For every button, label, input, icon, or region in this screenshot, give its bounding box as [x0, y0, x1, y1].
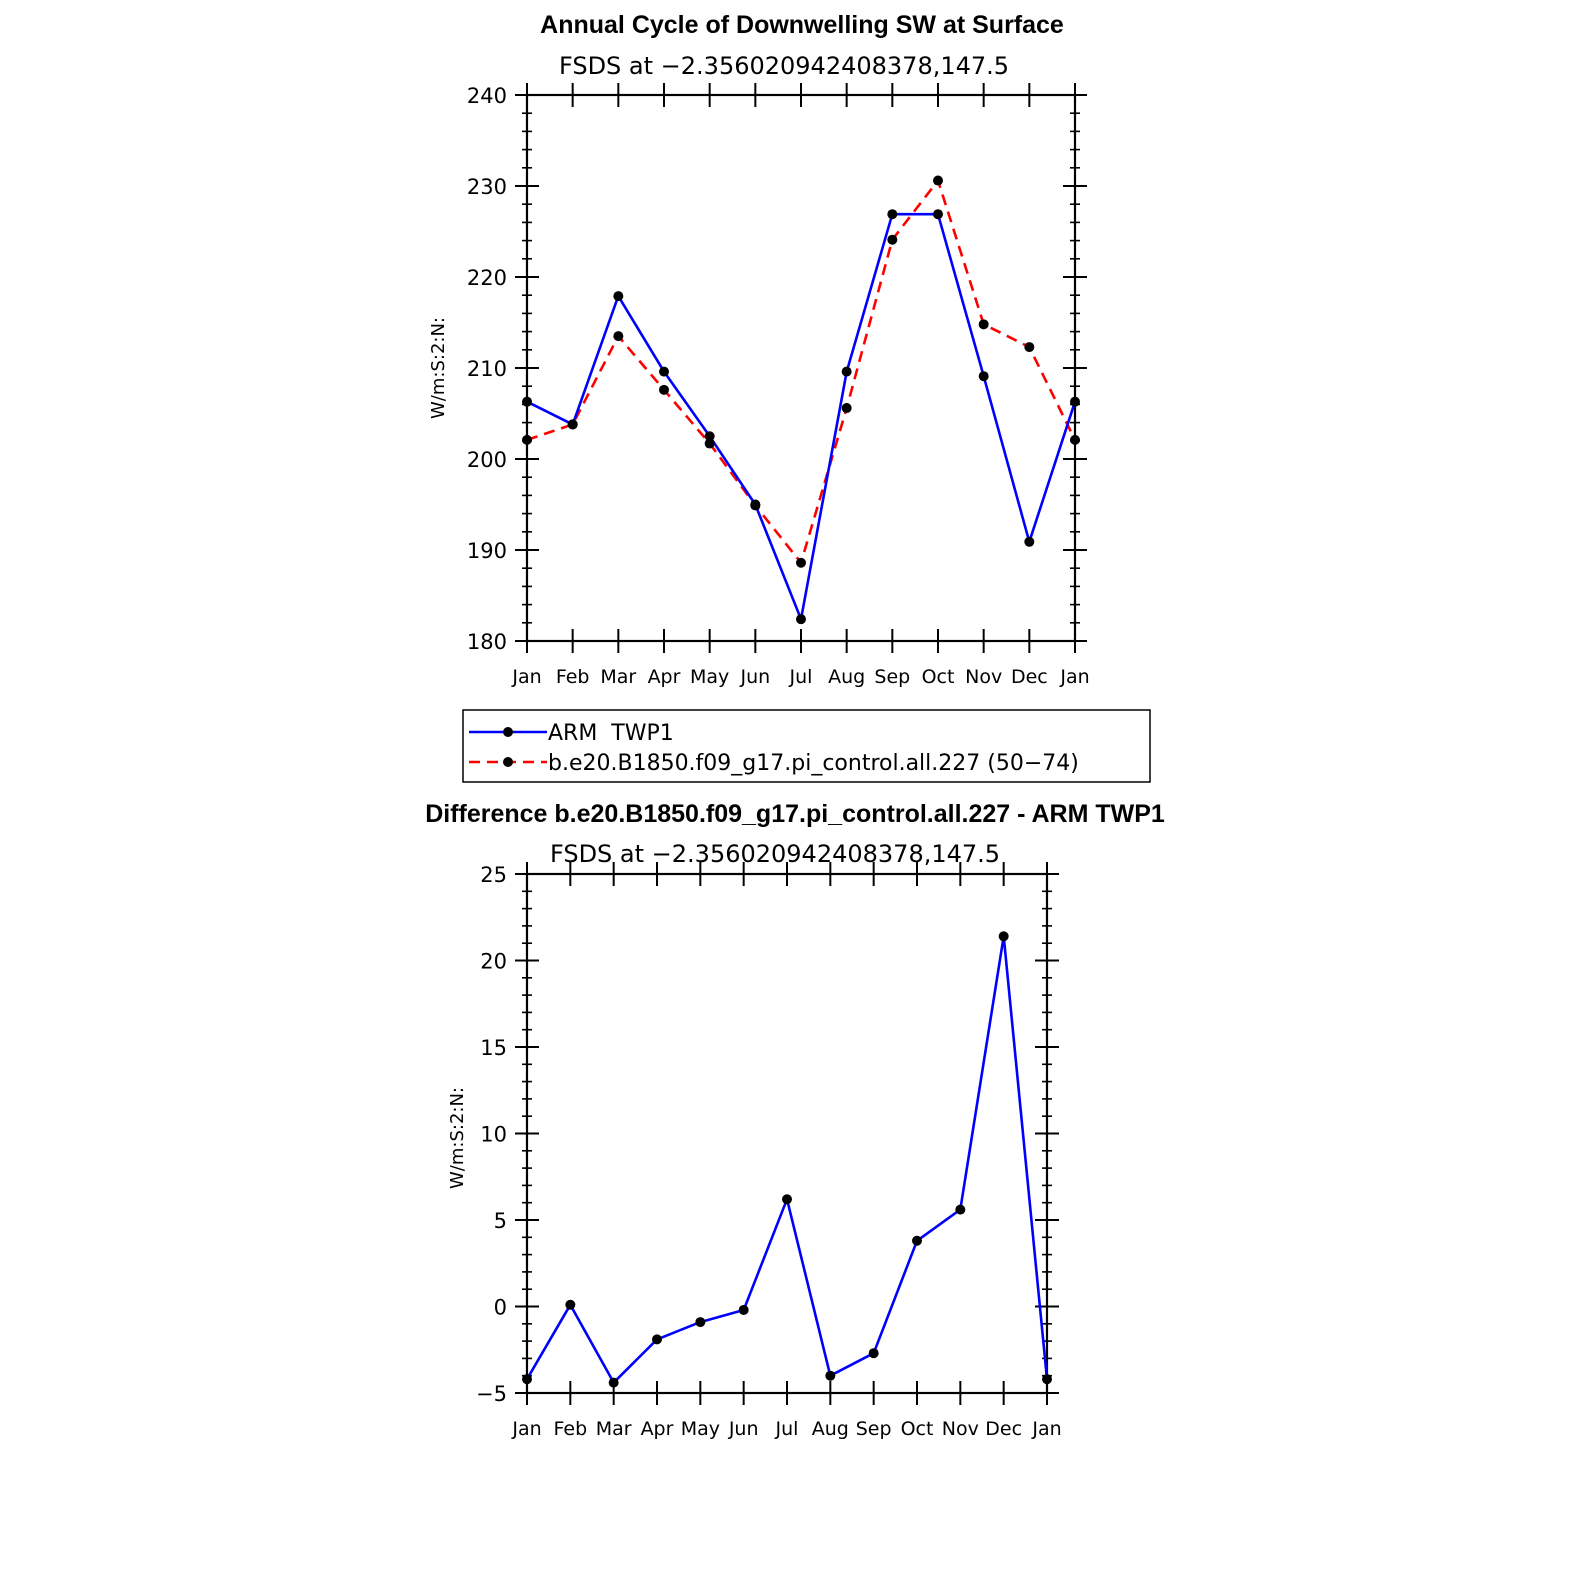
chart2-plot: [476, 862, 1062, 1440]
chart2-x-tick-label: Jan: [512, 1418, 542, 1440]
chart2-x-tick-label: Jul: [775, 1418, 799, 1440]
chart1-series-1-point: [887, 209, 897, 219]
legend-marker-series-2: [503, 757, 513, 767]
legend-label-series-1: ARM TWP1: [548, 721, 674, 746]
chart1-y-tick-label: 240: [466, 84, 507, 108]
chart2-y-tick-label: 15: [480, 1036, 507, 1060]
chart1-y-tick-label: 210: [466, 357, 507, 381]
chart1-x-tick-label: Mar: [600, 666, 637, 688]
chart2-y-axis-label: W/m:S:2:N:: [447, 1087, 468, 1189]
chart1-y-tick-label: 230: [466, 175, 507, 199]
chart1-series-2-point: [842, 403, 852, 413]
chart2-y-tick-label: 5: [493, 1209, 507, 1233]
chart1-title: Annual Cycle of Downwelling SW at Surface: [540, 11, 1064, 39]
chart2-x-tick-label: Dec: [985, 1418, 1023, 1440]
chart1-x-tick-label: Jun: [740, 666, 771, 688]
chart1-x-tick-label: May: [690, 666, 730, 688]
chart1-series-2-point: [796, 558, 806, 568]
chart2-series-1-point: [565, 1300, 575, 1310]
chart2-series-1-point: [999, 931, 1009, 941]
chart1-y-tick-label: 220: [466, 266, 507, 290]
chart1-series-2-point: [522, 435, 532, 445]
chart1-series-2-point: [933, 176, 943, 186]
legend-marker-series-1: [503, 727, 513, 737]
chart1-series-2-point: [979, 319, 989, 329]
chart1-series-1-point: [705, 431, 715, 441]
chart1-subtitle: FSDS at −2.356020942408378,147.5: [558, 52, 1010, 80]
chart2-y-tick-label: 25: [480, 863, 507, 887]
chart2-x-tick-label: Nov: [941, 1418, 979, 1440]
chart1-x-tick-label: Dec: [1010, 666, 1048, 688]
chart1-series-2-line: [527, 181, 1075, 563]
chart2-series-1-point: [522, 1374, 532, 1384]
chart2-series-1-point: [695, 1317, 705, 1327]
chart2-series-1-point: [1042, 1374, 1052, 1384]
chart2-series-1-point: [739, 1305, 749, 1315]
chart2-series-1-point: [609, 1378, 619, 1388]
chart2-x-tick-label: Apr: [640, 1418, 674, 1440]
chart2-series-1-point: [869, 1348, 879, 1358]
chart1-y-tick-label: 190: [466, 539, 507, 563]
legend-label-series-2: b.e20.B1850.f09_g17.pi_control.all.227 (50−74): [548, 751, 1079, 776]
chart2-title: Difference b.e20.B1850.f09_g17.pi_control.all.227 - ARM TWP1: [425, 800, 1165, 828]
chart1-plot: [467, 83, 1090, 688]
chart2-series-1-point: [955, 1205, 965, 1215]
chart2-x-tick-label: Feb: [553, 1418, 588, 1440]
chart1-y-axis-label: W/m:S:2:N:: [428, 317, 449, 419]
chart2-series-1-line: [527, 936, 1047, 1382]
chart1-series-1-point: [1024, 537, 1034, 547]
chart1-series-1-point: [842, 367, 852, 377]
chart2-x-tick-label: Mar: [595, 1418, 632, 1440]
chart1-x-tick-label: Jan: [1060, 666, 1090, 688]
chart1-series-1-point: [796, 614, 806, 624]
chart2-x-tick-label: Jan: [1032, 1418, 1062, 1440]
chart1-series-1-point: [522, 397, 532, 407]
chart1-series-1-point: [979, 371, 989, 381]
chart2-x-tick-label: May: [680, 1418, 720, 1440]
chart2-series-1-point: [782, 1194, 792, 1204]
chart1-series-2-point: [659, 385, 669, 395]
chart1-series-2-point: [887, 235, 897, 245]
chart1-series-2-point: [1024, 342, 1034, 352]
chart2-series-1-point: [652, 1334, 662, 1344]
chart2-y-tick-label: 0: [493, 1295, 507, 1320]
chart1-x-tick-label: Feb: [555, 666, 590, 688]
chart1-series-1-point: [1070, 397, 1080, 407]
chart2-series-1-point: [825, 1371, 835, 1381]
chart2-x-tick-label: Jun: [728, 1418, 759, 1440]
chart2-plot-frame: [527, 874, 1047, 1393]
chart1-x-tick-label: Oct: [921, 666, 955, 688]
chart1-series-2-point: [1070, 435, 1080, 445]
chart1-series-1-point: [933, 209, 943, 219]
chart2-y-tick-label: 20: [480, 949, 507, 974]
chart1-series-2-point: [613, 331, 623, 341]
chart1-legend: [463, 710, 1150, 782]
chart2-x-tick-label: Aug: [811, 1418, 849, 1440]
chart2-x-tick-label: Sep: [855, 1418, 892, 1440]
chart1-series-1-point: [750, 500, 760, 510]
chart2-series-1-point: [912, 1236, 922, 1246]
chart1-x-tick-label: Aug: [828, 666, 866, 688]
chart2-subtitle: FSDS at −2.356020942408378,147.5: [549, 840, 1001, 868]
chart1-x-tick-label: Apr: [647, 666, 681, 688]
chart1-x-tick-label: Nov: [965, 666, 1003, 688]
chart1-y-tick-label: 180: [466, 630, 507, 654]
chart1-x-tick-label: Sep: [874, 666, 911, 688]
chart1-y-tick-label: 200: [466, 448, 507, 472]
chart1-series-1-point: [568, 419, 578, 429]
chart1-series-1-point: [613, 291, 623, 301]
chart1-x-tick-label: Jul: [789, 666, 813, 688]
chart1-x-tick-label: Jan: [512, 666, 542, 688]
chart1-series-1-point: [659, 367, 669, 377]
chart2-x-tick-label: Oct: [900, 1418, 934, 1440]
chart2-y-tick-label: 10: [480, 1122, 507, 1147]
chart2-y-tick-label: −5: [476, 1382, 507, 1406]
